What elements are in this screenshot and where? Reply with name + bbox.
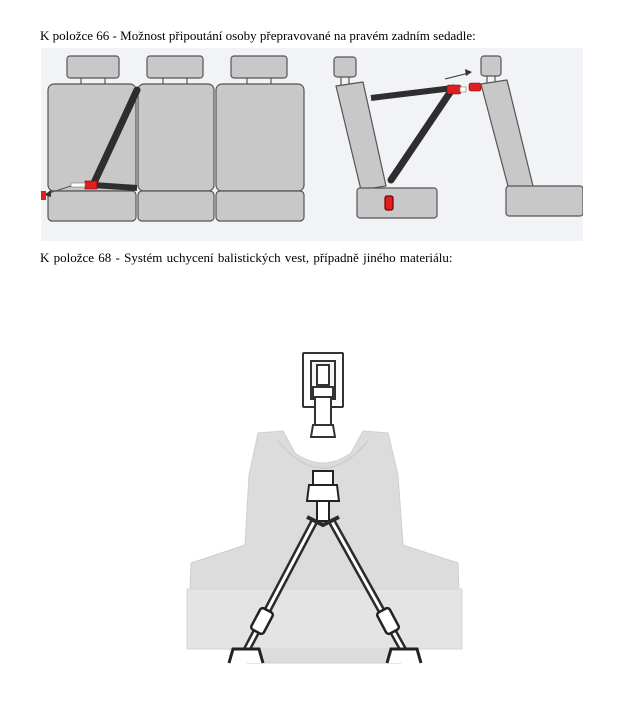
vest-body <box>187 431 462 663</box>
caption-item-68: K položce 68 - Systém uchycení balistických vest, případně jiného materiálu: <box>40 250 453 265</box>
ballistic-vest-mount-illustration <box>183 345 468 670</box>
upper-buckle <box>311 387 335 437</box>
caption-item-66: K položce 66 - Možnost připoutání osoby přepravované na pravém zadním sedadle: <box>40 28 476 43</box>
rear-seat-belt-illustration <box>41 48 583 241</box>
